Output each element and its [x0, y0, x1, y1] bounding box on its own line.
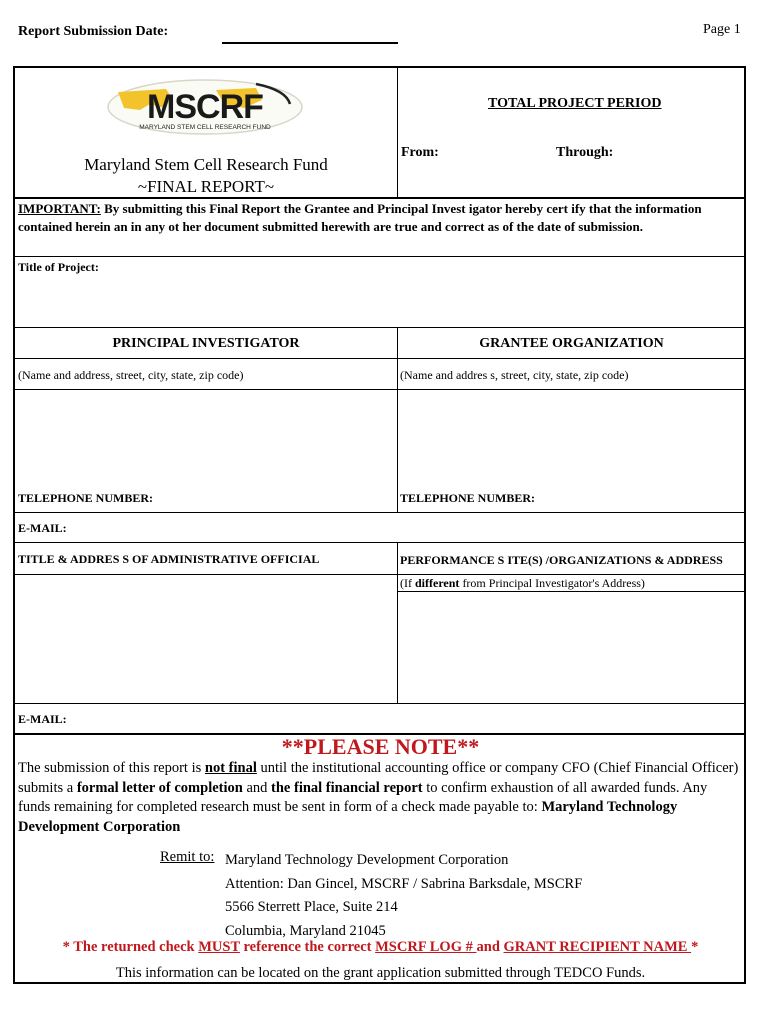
performance-site-field[interactable]	[398, 593, 745, 701]
grantee-telephone-label: TELEPHONE NUMBER:	[400, 491, 536, 505]
grantee-heading: GRANTEE ORGANIZATION	[479, 336, 664, 351]
grantee-name-hint: (Name and addres s, street, city, state, zip code)	[400, 368, 629, 382]
pi-heading: PRINCIPAL INVESTIGATOR	[112, 336, 300, 351]
rule	[15, 389, 746, 390]
performance-site-hint: (If different from Principal Investigator's Address)	[400, 576, 645, 590]
please-note-heading: **PLEASE NOTE**	[281, 734, 480, 759]
remit-line: 5566 Sterrett Place, Suite 214	[225, 899, 398, 916]
pi-telephone-label: TELEPHONE NUMBER:	[18, 491, 154, 505]
through-label: Through:	[556, 145, 614, 160]
total-project-period-heading: TOTAL PROJECT PERIOD	[488, 96, 662, 111]
submission-date-label: Report Submission Date:	[18, 24, 169, 39]
svg-text:MSCRF: MSCRF	[147, 88, 263, 126]
svg-text:MARYLAND STEM CELL RESEARCH FU: MARYLAND STEM CELL RESEARCH FUND	[139, 124, 271, 131]
fund-title	[15, 154, 397, 198]
remit-line: Attention: Dan Gincel, MSCRF / Sabrina Barksdale, MSCRF	[225, 875, 583, 892]
page-number: Page 1	[703, 22, 741, 37]
returned-check-warning: * The returned check MUST reference the correct MSCRF LOG # and GRANT RECIPIENT NAME *	[62, 939, 699, 955]
email-label-2: E-MAIL:	[18, 712, 67, 726]
pi-name-hint: (Name and address, street, city, state, zip code)	[18, 368, 244, 382]
rule	[397, 591, 746, 592]
top-divider	[397, 67, 398, 198]
mscrf-logo	[106, 78, 304, 136]
rule	[15, 256, 746, 257]
rule	[15, 358, 746, 359]
through-field[interactable]	[620, 140, 740, 162]
submission-date-field[interactable]	[222, 42, 398, 44]
rule	[15, 574, 397, 575]
pi-address-field[interactable]	[16, 391, 396, 486]
title-of-project-label: Title of Project:	[18, 260, 99, 274]
remit-line: Columbia, Maryland 21045	[225, 922, 386, 939]
remit-address	[225, 849, 582, 943]
note-paragraph: The submission of this report is not final until the institutional accounting office or company CFO (Chief Financial Officer) submits a formal letter of completion and the final financial report to confirm exhaustion of all awarded funds. Any funds remaining for completed research must be sent in form of a check made payable to: Maryland Technology Development Corporation	[18, 760, 739, 835]
email-label: E-MAIL:	[18, 521, 67, 535]
performance-site-label: PERFORMANCE S ITE(S) /ORGANIZATIONS & ADDRESS	[400, 553, 723, 567]
report-title: ~FINAL REPORT~	[137, 177, 275, 196]
remit-line: Maryland Technology Development Corporation	[225, 852, 509, 868]
remit-to-label: Remit to:	[160, 849, 215, 865]
rule	[397, 574, 746, 575]
grantee-address-field[interactable]	[398, 391, 745, 486]
rule	[15, 542, 746, 543]
rule	[15, 327, 746, 328]
fund-name: Maryland Stem Cell Research Fund	[84, 155, 328, 174]
important-lead: IMPORTANT:	[18, 201, 101, 216]
admin-official-label: TITLE & ADDRES S OF ADMINISTRATIVE OFFICIAL	[18, 552, 320, 566]
admin-official-field[interactable]	[16, 576, 396, 701]
rule	[15, 703, 746, 704]
from-label: From:	[401, 145, 439, 160]
important-text: By submitting this Final Report the Grantee and Principal Invest igator hereby cert ify that the information contained herein an in any ot her document submitted herewith are true and correct as of the date of submission.	[18, 201, 702, 234]
rule	[15, 512, 746, 513]
from-field[interactable]	[440, 140, 550, 162]
certification-statement	[18, 200, 742, 235]
footer-note: This information can be located on the grant application submitted through TEDCO Funds.	[115, 965, 646, 981]
title-of-project-field[interactable]	[18, 278, 742, 324]
